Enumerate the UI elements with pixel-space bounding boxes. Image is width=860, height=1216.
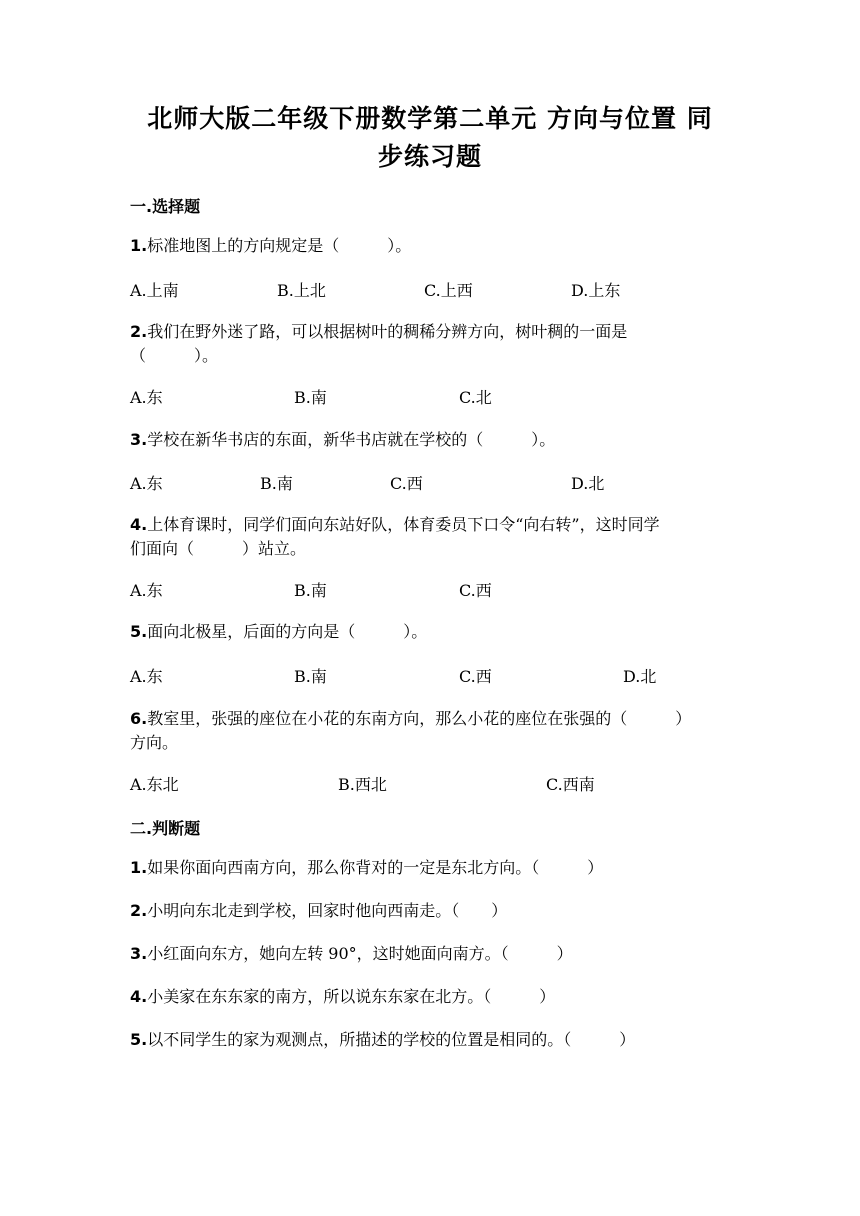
question-text: 标准地图上的方向规定是（ ）。 <box>147 236 412 255</box>
title-line-2: 步练习题 <box>377 142 482 171</box>
question-text-line-2: （ ）。 <box>130 346 219 365</box>
option-a: A.东 <box>130 388 163 407</box>
option-c: C.西 <box>390 474 423 493</box>
judge-question <box>130 985 730 1009</box>
option-a: A.东北 <box>130 775 179 794</box>
section-heading-judge: 二.判断题 <box>130 819 201 838</box>
question-text-line-2: 方向。 <box>130 733 179 752</box>
question-text: 小红面向东方，她向左转 90°，这时她面向南方。（ ） <box>147 944 573 963</box>
option-c: C.西南 <box>546 775 595 794</box>
option-c: C.上西 <box>424 281 473 300</box>
option-a: A.东 <box>130 581 163 600</box>
option-b: B.上北 <box>277 281 326 300</box>
option-a: A.东 <box>130 474 163 493</box>
question-number: 6. <box>130 709 148 728</box>
question-number: 5. <box>130 622 148 641</box>
option-a: A.东 <box>130 667 163 686</box>
question-number: 1. <box>130 858 148 877</box>
question-text: 以不同学生的家为观测点，所描述的学校的位置是相同的。（ ） <box>147 1030 636 1049</box>
question-text: 小美家在东东家的南方，所以说东东家在北方。（ ） <box>147 987 556 1006</box>
question-text: 如果你面向西南方向，那么你背对的一定是东北方向。（ ） <box>147 858 604 877</box>
option-c: C.北 <box>459 388 492 407</box>
option-b: B.南 <box>294 388 327 407</box>
question-number: 4. <box>130 515 148 534</box>
option-c: C.西 <box>459 667 492 686</box>
option-b: B.南 <box>294 581 327 600</box>
question <box>130 513 730 561</box>
question-number: 2. <box>130 901 148 920</box>
question <box>130 620 730 644</box>
question-number: 2. <box>130 322 148 341</box>
question-number: 3. <box>130 944 148 963</box>
question-text: 教室里，张强的座位在小花的东南方向，那么小花的座位在张强的（ ） <box>147 709 692 728</box>
judge-question <box>130 942 730 966</box>
option-d: D.上东 <box>571 281 621 300</box>
question <box>130 428 730 452</box>
judge-question <box>130 1028 730 1052</box>
option-d: D.北 <box>623 667 657 686</box>
question-text: 上体育课时，同学们面向东站好队，体育委员下口令“向右转”，这时同学 <box>147 515 660 534</box>
question-number: 4. <box>130 987 148 1006</box>
question-text-line-2: 们面向（ ）站立。 <box>130 539 307 558</box>
question-number: 3. <box>130 430 148 449</box>
question-number: 5. <box>130 1030 148 1049</box>
judge-question <box>130 856 730 880</box>
option-b: B.西北 <box>338 775 387 794</box>
section-heading-choice: 一.选择题 <box>130 197 201 216</box>
question-text: 我们在野外迷了路，可以根据树叶的稠稀分辨方向，树叶稠的一面是 <box>147 322 628 341</box>
question-text: 面向北极星，后面的方向是（ ）。 <box>147 622 428 641</box>
question-text: 学校在新华书店的东面，新华书店就在学校的（ ）。 <box>147 430 556 449</box>
option-c: C.西 <box>459 581 492 600</box>
page-title <box>130 100 730 176</box>
question <box>130 707 730 755</box>
question <box>130 320 730 368</box>
question-number: 1. <box>130 236 148 255</box>
option-b: B.南 <box>294 667 327 686</box>
judge-question <box>130 899 730 923</box>
option-a: A.上南 <box>130 281 179 300</box>
option-d: D.北 <box>571 474 605 493</box>
question <box>130 234 730 258</box>
title-line-1: 北师大版二年级下册数学第二单元 方向与位置 同 <box>147 104 713 133</box>
question-text: 小明向东北走到学校，回家时他向西南走。（ ） <box>147 901 508 920</box>
option-b: B.南 <box>260 474 293 493</box>
